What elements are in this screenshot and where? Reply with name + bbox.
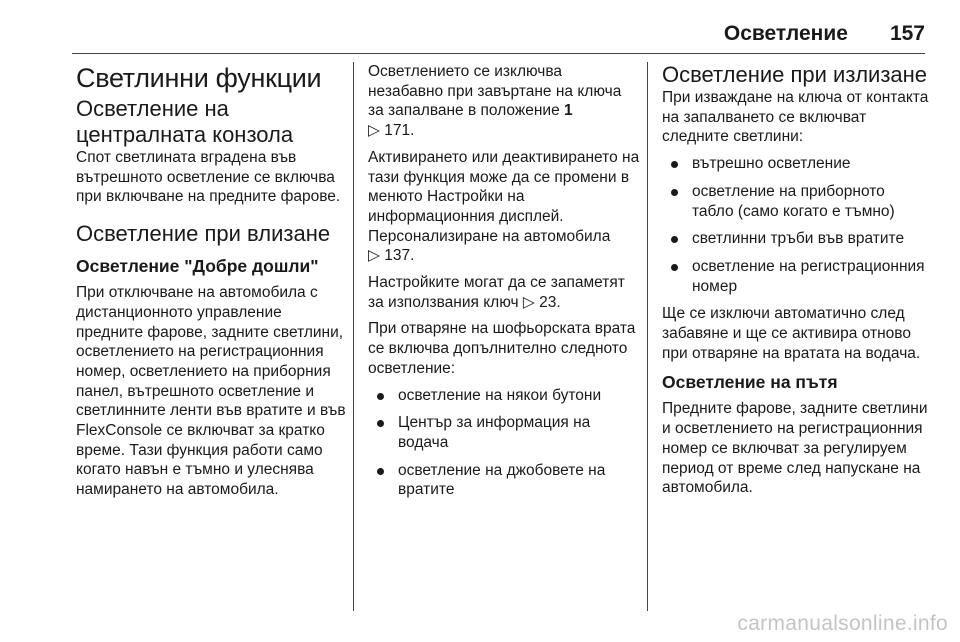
list-item [662,257,930,296]
list-item-text: осветление на джобовете на вратите [398,461,606,499]
paragraph [368,148,640,266]
paragraph: Предните фарове, задните светлини и осветлението на регистрационния номер се включват за регулируем период от време след напускане на автомобила. [662,400,928,497]
subsection-title-welcome: Осветление "Добре дошли" [76,256,319,277]
section-title-exit-lighting: Осветление при излизане [662,62,928,87]
section-title-line: централната конзола [76,122,294,147]
list-item-text: осветление на някои бутони [398,386,602,404]
paragraph [368,273,640,312]
page-reference-icon: ▷ [522,293,535,311]
page-reference-icon: ▷ [368,247,380,265]
bullet-icon [377,420,384,427]
list-item-text: осветление на регистрационния номер [692,257,925,295]
bullet-icon [671,161,678,168]
list-item-text: Център за информация на водача [398,414,591,451]
paragraph-text: Активирането или деактивирането на тази функция може да се промени в менюто Настройки на информационния дисплей. Персонализиране на автомобила [368,148,640,245]
subsection-title-path-lighting: Осветление на пътя [662,372,838,393]
column-divider-1 [353,62,354,611]
list-item [662,182,930,221]
bullet-list [662,154,930,296]
paragraph: При изваждане на ключа от контакта на запалването се включват следните светлини: [662,89,929,146]
list-item [368,461,640,500]
paragraph: При отключване на автомобила с дистанционното управление предните фарове, задните светлини, осветлението на регистрационния номер, осветлението на приборния панел, вътрешното осветление и светлинните ленти във вратите и във FlexConsole се включват за кратко време. Тази функция работи само когато навън е тъмно и улеснява намирането на автомобила. [76,284,346,499]
bullet-icon [671,189,678,196]
section-title-center-console [76,96,348,148]
watermark: carmanualsonline.info [737,612,948,635]
column-3 [662,62,930,505]
paragraph: При отваряне на шофьорската врата се включва допълнително следното осветление: [368,320,636,377]
page-number: 157 [889,22,925,45]
column-2 [368,62,640,508]
list-item-text: вътрешно осветление [692,155,851,173]
page-reference: 23. [539,293,561,311]
page-reference-icon: ▷ [368,122,380,140]
paragraph-text: Настройките могат да се запаметят за използвания ключ [368,274,625,311]
page-reference: 137. [384,247,415,265]
list-item [368,386,640,406]
section-title-entry-lighting: Осветление при влизане [76,221,331,247]
paragraph-text: Осветлението се изключва незабавно при завъртане на ключа за запалване в положение [368,63,622,120]
header-divider [72,53,925,54]
column-1 [76,62,348,507]
section-title-line: Осветление на [76,96,229,121]
bullet-icon [377,393,384,400]
list-item [662,229,930,249]
bullet-icon [671,236,678,243]
column-divider-2 [647,62,648,611]
list-item-text: осветление на приборното табло (само когато е тъмно) [692,182,895,220]
paragraph: Ще се изключи автоматично след забавяне и ще се активира отново при отваряне на вратата на водача. [662,305,921,362]
ignition-position: 1 [564,102,573,120]
list-item [368,413,640,452]
paragraph: Спот светлината вградена във вътрешното осветление се включва при включване на предните фарове. [76,149,341,206]
paragraph [368,62,640,141]
page-header [0,22,925,46]
bullet-icon [671,264,678,271]
bullet-icon [377,468,384,475]
list-item [662,154,930,174]
bullet-list [368,386,640,501]
page-reference: 171. [384,122,415,140]
list-item-text: светлинни тръби във вратите [692,230,905,248]
header-section-title: Осветление [723,22,848,45]
chapter-title: Светлинни функции [76,63,322,93]
